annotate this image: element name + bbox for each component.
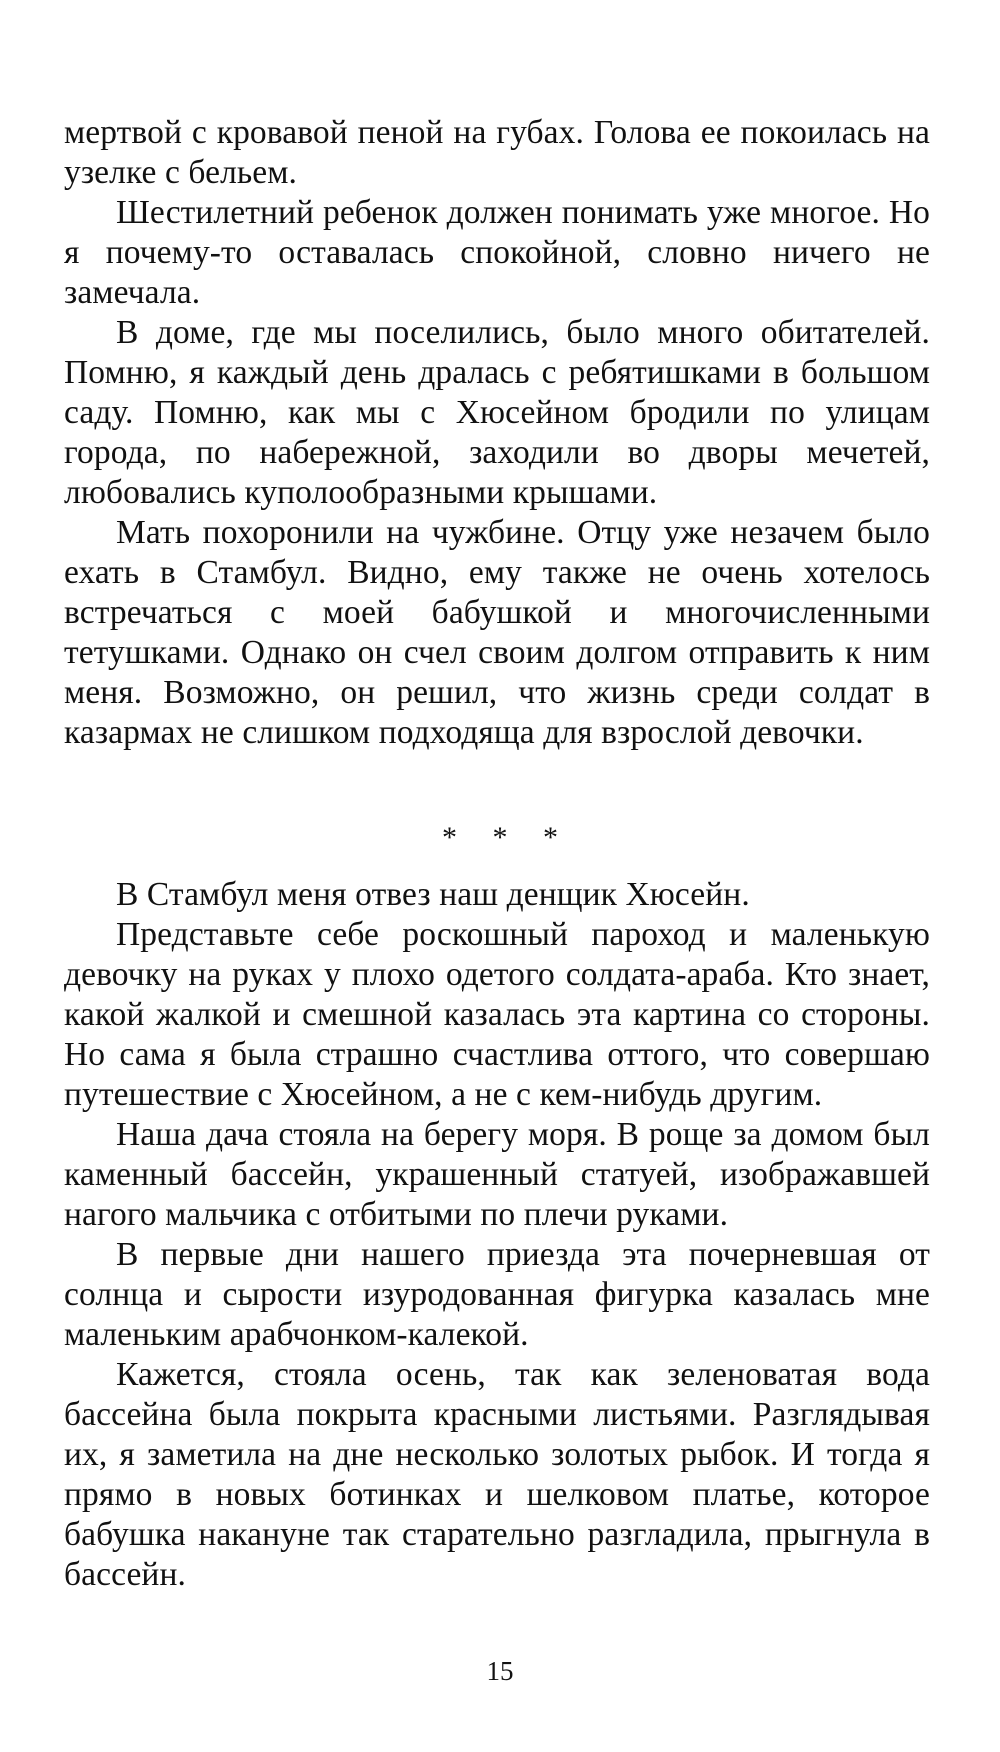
section-separator: * * * <box>442 821 572 854</box>
paragraph: мертвой с кровавой пеной на губах. Голова ее покоилась на узелке с бельем. <box>64 114 930 191</box>
text-block-bottom <box>64 875 930 1595</box>
text-block-top <box>64 113 930 753</box>
paragraph: Представьте себе роскошный пароход и маленькую девочку на руках у плохо одетого солдата-араба. Кто знает, какой жалкой и смешной казалась эта картина со стороны. Но сама я была страшно счастлива оттого, что совершаю путешествие с Хюсейном, а не с кем-нибудь другим. <box>64 916 930 1113</box>
paragraph: Мать похоронили на чужбине. Отцу уже незачем было ехать в Стамбул. Видно, ему также не очень хотелось встречаться с моей бабушкой и многочисленными тетушками. Однако он счел своим долгом отправить к ним меня. Возможно, он решил, что жизнь среди солдат в казармах не слишком подходяща для взрослой девочки. <box>64 514 930 751</box>
paragraph: В первые дни нашего приезда эта почерневшая от солнца и сырости изуродованная фигурка казалась мне маленьким арабчонком-калекой. <box>64 1236 930 1353</box>
paragraph: Кажется, стояла осень, так как зеленоватая вода бассейна была покрыта красными листьями. Разглядывая их, я заметила на дне несколько золотых рыбок. И тогда я прямо в новых ботинках и шелковом платье, которое бабушка накануне так старательно разгладила, прыгнула в бассейн. <box>64 1356 930 1593</box>
paragraph: В Стамбул меня отвез наш денщик Хюсейн. <box>116 876 750 913</box>
paragraph: Шестилетний ребенок должен понимать уже многое. Но я почему-то оставалась спокойной, словно ничего не замечала. <box>64 194 930 311</box>
page-number: 15 <box>486 1656 514 1686</box>
paragraph: Наша дача стояла на берегу моря. В роще за домом был каменный бассейн, украшенный статуей, изображавшей нагого мальчика с отбитыми по плечи руками. <box>64 1116 930 1233</box>
paragraph: В доме, где мы поселились, было много обитателей. Помню, я каждый день дралась с ребятишками в большом саду. Помню, как мы с Хюсейном бродили по улицам города, по набережной, заходили во дворы мечетей, любовались куполообразными крышами. <box>64 314 930 511</box>
